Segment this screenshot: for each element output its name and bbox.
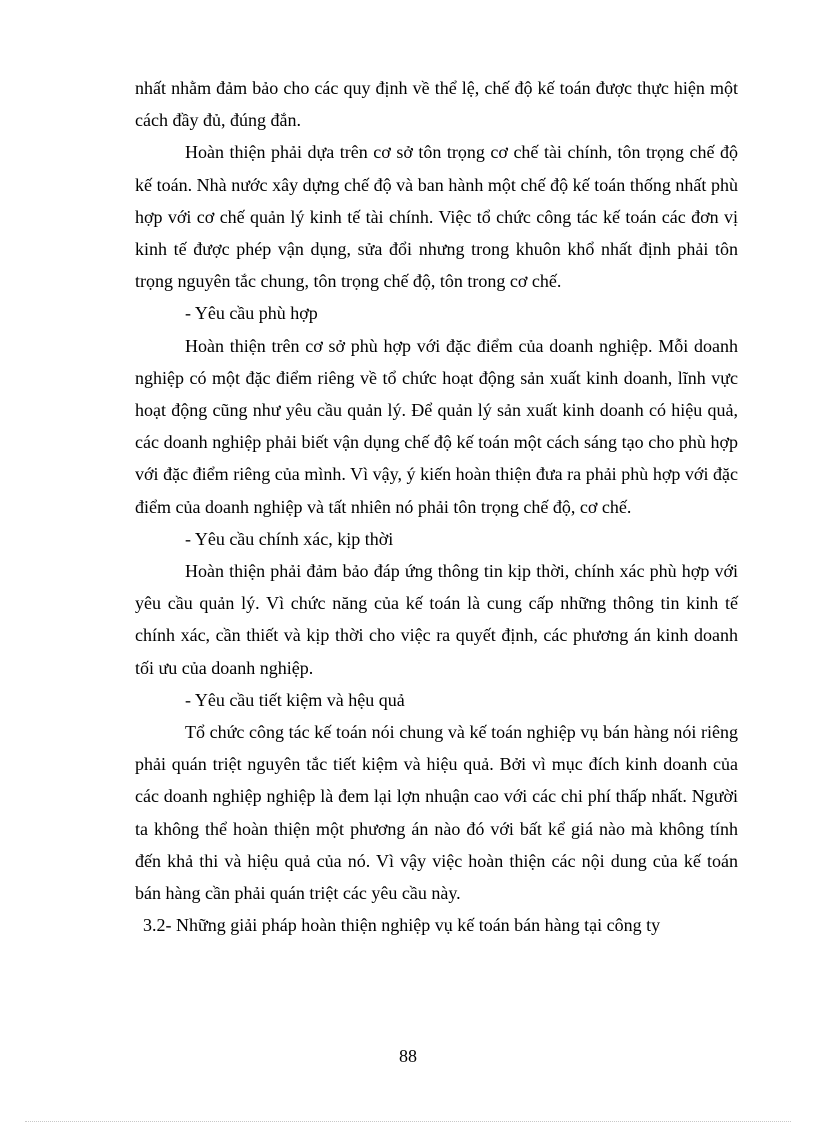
requirement-suitability-heading: - Yêu cầu phù hợp xyxy=(185,303,318,324)
section-heading: 3.2- Những giải pháp hoàn thiện nghiệp vụ kế toán bán hàng tại công ty xyxy=(143,915,661,936)
requirement-efficiency-heading: - Yêu cầu tiết kiệm và hệu quả xyxy=(185,689,405,710)
body-paragraph-legal-framework: Hoàn thiện phải dựa trên cơ sở tôn trọng cơ chế tài chính, tôn trọng chế độ kế toán. Nhà nước xây dựng chế độ và ban hành một chế độ kế toán thống nhất phù hợp với cơ chế quản lý kinh tế tài chính. Việc tổ chức công tác kế toán các đơn vị kinh tế được phép vận dụng, sửa đổi nhưng trong khuôn khổ nhất định phải tôn trọng nguyên tắc chung, tôn trọng chế độ, tôn trong cơ chế. xyxy=(135,142,738,292)
requirement-accuracy-heading: - Yêu cầu chính xác, kịp thời xyxy=(185,528,394,549)
footer-divider xyxy=(25,1121,791,1122)
body-paragraph-continued: nhất nhằm đảm bảo cho các quy định về thể lệ, chế độ kế toán được thực hiện một cách đầy đủ, đúng đắn. xyxy=(135,78,738,131)
page-body xyxy=(135,72,738,941)
page-number: 88 xyxy=(399,1046,417,1066)
body-paragraph-accuracy: Hoàn thiện phải đảm bảo đáp ứng thông tin kịp thời, chính xác phù hợp với yêu cầu quản lý. Vì chức năng của kế toán là cung cấp những thông tin kinh tế chính xác, cần thiết và kịp thời cho việc ra quyết định, các phương án kinh doanh tối ưu của doanh nghiệp. xyxy=(135,561,738,678)
body-paragraph-efficiency: Tổ chức công tác kế toán nói chung và kế toán nghiệp vụ bán hàng nói riêng phải quán triệt nguyên tắc tiết kiệm và hiệu quả. Bởi vì mục đích kinh doanh của các doanh nghiệp nghiệp là đem lại lợn nhuận cao với các chi phí thấp nhất. Người ta không thể hoàn thiện một phương án nào đó với bất kể giá nào mà không tính đến khả thi và hiệu quả của nó. Vì vậy việc hoàn thiện các nội dung của kế toán bán hàng cần phải quán triệt các yêu cầu này. xyxy=(135,722,738,904)
body-paragraph-suitability: Hoàn thiện trên cơ sở phù hợp với đặc điểm của doanh nghiệp. Mỗi doanh nghiệp có một đặc điểm riêng về tổ chức hoạt động sản xuất kinh doanh, lĩnh vực hoạt động cũng như yêu cầu quản lý. Để quản lý sản xuất kinh doanh có hiệu quả, các doanh nghiệp phải biết vận dụng chế độ kế toán một cách sáng tạo cho phù hợp với đặc điểm riêng của mình. Vì vậy, ý kiến hoàn thiện đưa ra phải phù hợp với đặc điểm của doanh nghiệp và tất nhiên nó phải tôn trọng chế độ, cơ chế. xyxy=(135,335,738,517)
